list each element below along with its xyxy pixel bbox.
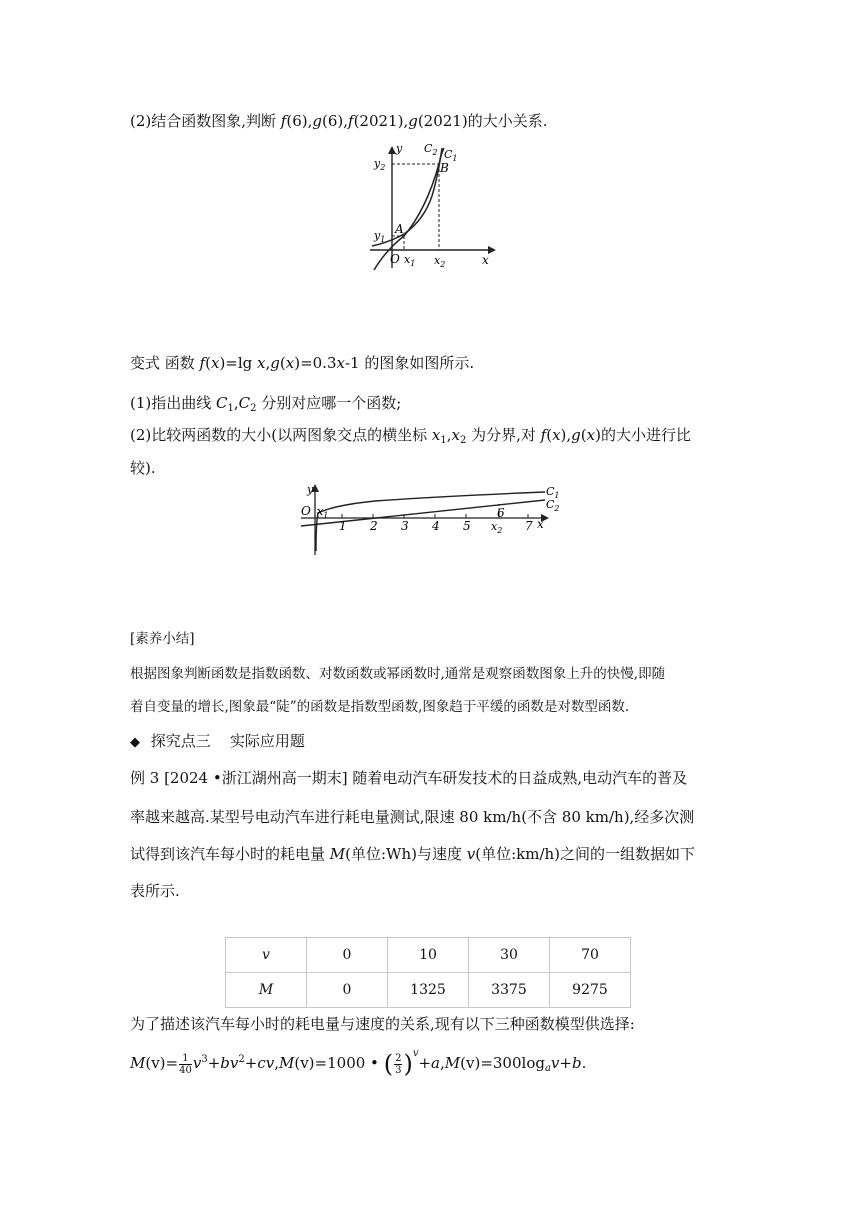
section-heading: ◆ 探究点三 实际应用题 [130, 732, 305, 750]
y2-label: $y_2$ [374, 157, 386, 172]
graph-exponential-power [360, 140, 500, 272]
summary-line-1: 根据图象判断函数是指数函数、对数函数或幂函数时,通常是观察函数图象上升的快慢,即随 [130, 666, 666, 682]
variant-line-1: 变式 函数 f(x)=lg x,g(x)=0.3x-1 的图象如图所示. [130, 354, 475, 372]
summary-line-2: 着自变量的增长,图象最“陡”的函数是指数型函数,图象趋于平缓的函数是对数型函数. [130, 699, 630, 715]
example-line-3: 试得到该汽车每小时的耗电量 M(单位:Wh)与速度 v(单位:km/h)之间的一组数据如下 [130, 845, 696, 863]
tick-label-6: 6 [497, 506, 505, 520]
curve-c1 [316, 492, 545, 551]
x2-label: $x_2$ [434, 254, 446, 269]
x1-label: $x_1$ [317, 505, 329, 520]
table-cell: 1325 [388, 973, 469, 1008]
models-formulas: M(v)= $\frac{1}{40}$ $v^3+bv^2+cv,M(v)=1000$ • ( $\frac{2}{3}$ )$^v+a,M(v)=300\log_av+b$. [130, 1048, 587, 1078]
tick-label-2: 2 [370, 519, 378, 533]
curve-c2 [301, 500, 545, 526]
table-cell: 3375 [469, 973, 550, 1008]
y-axis-label: y [307, 483, 314, 496]
data-table [225, 937, 631, 1008]
point-b-label: B [440, 161, 449, 175]
tick-label-3: 3 [401, 519, 409, 533]
tick-label-7: 7 [525, 519, 533, 533]
fraction: $\frac{1}{40}$ [179, 1052, 192, 1076]
fraction: $\frac{2}{3}$ [395, 1052, 402, 1076]
point-a-label: A [395, 222, 404, 236]
example-line-1: 例 3 [2024 •浙江湖州高一期末] 随着电动汽车研发技术的日益成熟,电动汽车的普及 [130, 769, 688, 787]
example-line-2: 率越来越高.某型号电动汽车进行耗电量测试,限速 80 km/h(不含 80 km/h),经多次测 [130, 808, 695, 826]
example-line-4: 表所示. [130, 882, 180, 900]
table-cell: v [226, 938, 307, 973]
table-cell: 10 [388, 938, 469, 973]
x2-label: $x_2$ [491, 520, 503, 535]
variant-line-2: (1)指出曲线 $C_1,C_2$ 分别对应哪一个函数; [130, 394, 402, 414]
table-cell: M [226, 973, 307, 1008]
variant-line-3: (2)比较两函数的大小(以两图象交点的横坐标 $x_1,x_2$ 为分界,对 f(x),g(x)的大小进行比 [130, 426, 691, 446]
origin-label: O [301, 504, 311, 518]
x-axis-label: x [482, 253, 489, 267]
table-row [226, 973, 631, 1008]
tick-label-1: 1 [339, 519, 347, 533]
c1-label: $C_1$ [444, 148, 458, 163]
x1-label: $x_1$ [404, 253, 416, 268]
question-2: (2)结合函数图象,判断 f(6),g(6),f(2021),g(2021)的大小关系. [130, 112, 548, 130]
origin-label: O [390, 252, 400, 266]
table-cell: 70 [550, 938, 631, 973]
models-intro: 为了描述该汽车每小时的耗电量与速度的关系,现有以下三种函数模型供选择: [130, 1015, 635, 1033]
table-cell: 0 [307, 973, 388, 1008]
variant-line-4: 较). [130, 459, 156, 477]
graph-log-linear [295, 483, 570, 558]
y1-label: $y_1$ [374, 229, 386, 244]
summary-title: [素养小结] [130, 631, 195, 647]
bullet-icon: ◆ [130, 735, 140, 750]
table-row [226, 938, 631, 973]
c2-label: $C_2$ [424, 142, 438, 157]
table-cell: 9275 [550, 973, 631, 1008]
tick-label-5: 5 [463, 519, 471, 533]
tick-label-4: 4 [432, 519, 440, 533]
c2-label: $C_2$ [546, 498, 560, 513]
c1-label: $C_1$ [546, 485, 560, 500]
y-axis-label: y [396, 142, 403, 155]
x-axis-label: x [537, 517, 544, 531]
table-cell: 30 [469, 938, 550, 973]
table-cell: 0 [307, 938, 388, 973]
